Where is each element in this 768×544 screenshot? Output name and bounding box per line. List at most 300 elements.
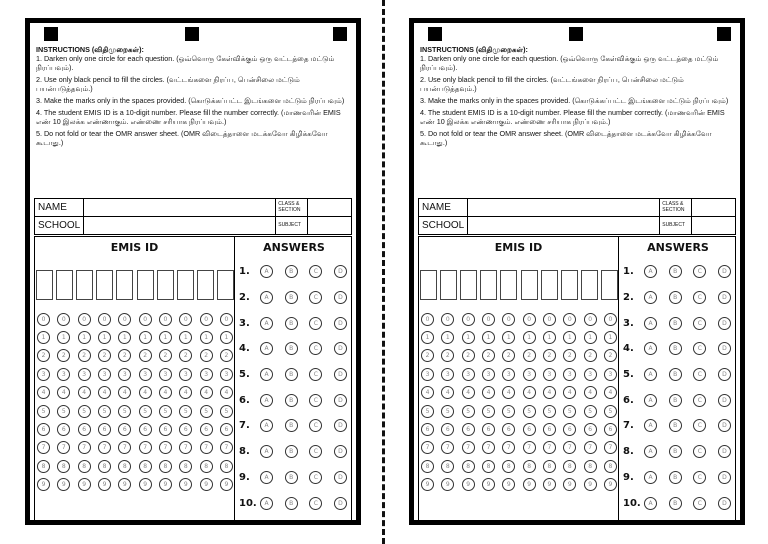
emis-bubble[interactable]: 0 [37, 313, 50, 326]
emis-bubble[interactable]: 9 [502, 478, 515, 491]
emis-bubble[interactable]: 6 [118, 423, 131, 436]
emis-bubble[interactable]: 1 [220, 331, 233, 344]
emis-bubble[interactable]: 2 [502, 349, 515, 362]
emis-bubble[interactable]: 8 [584, 460, 597, 473]
emis-bubble[interactable]: 6 [441, 423, 454, 436]
emis-bubble[interactable]: 2 [200, 349, 213, 362]
answer-bubble[interactable]: B [285, 497, 298, 510]
emis-bubble[interactable]: 7 [523, 441, 536, 454]
school-field[interactable] [84, 217, 276, 235]
answer-bubble[interactable]: C [693, 291, 706, 304]
answer-bubble[interactable]: B [669, 265, 682, 278]
emis-bubble[interactable]: 7 [220, 441, 233, 454]
emis-bubble[interactable]: 5 [482, 405, 495, 418]
emis-bubble[interactable]: 9 [118, 478, 131, 491]
emis-digit-box[interactable] [36, 270, 53, 300]
emis-digit-box[interactable] [561, 270, 578, 300]
answer-bubble[interactable]: C [309, 497, 322, 510]
emis-bubble[interactable]: 5 [37, 405, 50, 418]
emis-bubble[interactable]: 5 [139, 405, 152, 418]
emis-bubble[interactable]: 8 [200, 460, 213, 473]
emis-bubble[interactable]: 3 [220, 368, 233, 381]
emis-bubble[interactable]: 3 [57, 368, 70, 381]
answer-bubble[interactable]: D [718, 368, 731, 381]
emis-bubble[interactable]: 4 [37, 386, 50, 399]
emis-bubble[interactable]: 6 [159, 423, 172, 436]
emis-bubble[interactable]: 4 [98, 386, 111, 399]
emis-bubble[interactable]: 3 [78, 368, 91, 381]
emis-bubble[interactable]: 8 [523, 460, 536, 473]
emis-digit-box[interactable] [521, 270, 538, 300]
emis-bubble[interactable]: 0 [421, 313, 434, 326]
answer-bubble[interactable]: A [644, 368, 657, 381]
emis-bubble[interactable]: 1 [502, 331, 515, 344]
answer-bubble[interactable]: C [309, 419, 322, 432]
emis-bubble[interactable]: 2 [98, 349, 111, 362]
emis-bubble[interactable]: 7 [37, 441, 50, 454]
emis-bubble[interactable]: 2 [78, 349, 91, 362]
emis-bubble[interactable]: 5 [462, 405, 475, 418]
emis-bubble[interactable]: 2 [179, 349, 192, 362]
emis-bubble[interactable]: 0 [441, 313, 454, 326]
emis-bubble[interactable]: 9 [37, 478, 50, 491]
emis-bubble[interactable]: 3 [563, 368, 576, 381]
emis-bubble[interactable]: 4 [179, 386, 192, 399]
emis-bubble[interactable]: 0 [220, 313, 233, 326]
emis-bubble[interactable]: 3 [482, 368, 495, 381]
emis-bubble[interactable]: 6 [57, 423, 70, 436]
emis-bubble[interactable]: 7 [139, 441, 152, 454]
answer-bubble[interactable]: B [285, 342, 298, 355]
emis-bubble[interactable]: 2 [57, 349, 70, 362]
emis-bubble[interactable]: 8 [98, 460, 111, 473]
answer-bubble[interactable]: A [260, 471, 273, 484]
answer-bubble[interactable]: A [644, 291, 657, 304]
answer-bubble[interactable]: A [260, 291, 273, 304]
emis-bubble[interactable]: 1 [139, 331, 152, 344]
emis-bubble[interactable]: 4 [604, 386, 617, 399]
emis-digit-box[interactable] [177, 270, 194, 300]
emis-bubble[interactable]: 5 [98, 405, 111, 418]
emis-bubble[interactable]: 6 [523, 423, 536, 436]
answer-bubble[interactable]: C [693, 317, 706, 330]
answer-bubble[interactable]: C [693, 394, 706, 407]
emis-bubble[interactable]: 1 [37, 331, 50, 344]
emis-bubble[interactable]: 9 [523, 478, 536, 491]
emis-bubble[interactable]: 7 [98, 441, 111, 454]
emis-bubble[interactable]: 8 [37, 460, 50, 473]
emis-bubble[interactable]: 0 [78, 313, 91, 326]
emis-bubble[interactable]: 4 [462, 386, 475, 399]
emis-bubble[interactable]: 9 [482, 478, 495, 491]
emis-bubble[interactable]: 3 [502, 368, 515, 381]
answer-bubble[interactable]: B [669, 497, 682, 510]
answer-bubble[interactable]: D [718, 394, 731, 407]
emis-digit-box[interactable] [76, 270, 93, 300]
emis-bubble[interactable]: 4 [441, 386, 454, 399]
emis-bubble[interactable]: 3 [179, 368, 192, 381]
emis-bubble[interactable]: 1 [584, 331, 597, 344]
emis-bubble[interactable]: 6 [220, 423, 233, 436]
emis-bubble[interactable]: 3 [543, 368, 556, 381]
emis-bubble[interactable]: 0 [543, 313, 556, 326]
emis-digit-box[interactable] [440, 270, 457, 300]
answer-bubble[interactable]: A [644, 342, 657, 355]
emis-bubble[interactable]: 1 [523, 331, 536, 344]
answer-bubble[interactable]: C [693, 342, 706, 355]
emis-bubble[interactable]: 6 [604, 423, 617, 436]
emis-bubble[interactable]: 4 [200, 386, 213, 399]
emis-bubble[interactable]: 7 [200, 441, 213, 454]
emis-bubble[interactable]: 7 [502, 441, 515, 454]
answer-bubble[interactable]: A [644, 317, 657, 330]
emis-bubble[interactable]: 7 [604, 441, 617, 454]
emis-bubble[interactable]: 9 [220, 478, 233, 491]
answer-bubble[interactable]: A [260, 394, 273, 407]
emis-bubble[interactable]: 1 [200, 331, 213, 344]
emis-digit-box[interactable] [56, 270, 73, 300]
emis-bubble[interactable]: 0 [462, 313, 475, 326]
emis-bubble[interactable]: 7 [179, 441, 192, 454]
answer-bubble[interactable]: C [693, 368, 706, 381]
emis-bubble[interactable]: 8 [139, 460, 152, 473]
emis-bubble[interactable]: 0 [563, 313, 576, 326]
emis-bubble[interactable]: 8 [462, 460, 475, 473]
answer-bubble[interactable]: A [644, 394, 657, 407]
emis-bubble[interactable]: 5 [523, 405, 536, 418]
emis-bubble[interactable]: 5 [159, 405, 172, 418]
emis-digit-box[interactable] [541, 270, 558, 300]
answer-bubble[interactable]: B [669, 342, 682, 355]
emis-bubble[interactable]: 3 [441, 368, 454, 381]
answer-bubble[interactable]: D [334, 317, 347, 330]
answer-bubble[interactable]: A [644, 265, 657, 278]
answer-bubble[interactable]: D [718, 317, 731, 330]
emis-bubble[interactable]: 9 [179, 478, 192, 491]
emis-bubble[interactable]: 2 [118, 349, 131, 362]
emis-bubble[interactable]: 5 [200, 405, 213, 418]
answer-bubble[interactable]: D [334, 419, 347, 432]
emis-bubble[interactable]: 2 [37, 349, 50, 362]
emis-bubble[interactable]: 3 [118, 368, 131, 381]
emis-bubble[interactable]: 7 [543, 441, 556, 454]
emis-bubble[interactable]: 6 [502, 423, 515, 436]
answer-bubble[interactable]: B [669, 317, 682, 330]
emis-bubble[interactable]: 0 [482, 313, 495, 326]
answer-bubble[interactable]: B [669, 368, 682, 381]
answer-bubble[interactable]: C [693, 265, 706, 278]
answer-bubble[interactable]: D [718, 419, 731, 432]
answer-bubble[interactable]: C [693, 445, 706, 458]
emis-bubble[interactable]: 2 [462, 349, 475, 362]
answer-bubble[interactable]: B [669, 445, 682, 458]
answer-bubble[interactable]: A [644, 419, 657, 432]
emis-bubble[interactable]: 7 [421, 441, 434, 454]
answer-bubble[interactable]: A [260, 342, 273, 355]
emis-bubble[interactable]: 8 [482, 460, 495, 473]
emis-bubble[interactable]: 6 [543, 423, 556, 436]
emis-bubble[interactable]: 4 [159, 386, 172, 399]
emis-bubble[interactable]: 5 [220, 405, 233, 418]
emis-bubble[interactable]: 6 [139, 423, 152, 436]
emis-bubble[interactable]: 2 [482, 349, 495, 362]
answer-bubble[interactable]: B [669, 291, 682, 304]
answer-bubble[interactable]: D [334, 342, 347, 355]
emis-bubble[interactable]: 5 [421, 405, 434, 418]
emis-bubble[interactable]: 4 [563, 386, 576, 399]
answer-bubble[interactable]: B [669, 471, 682, 484]
emis-bubble[interactable]: 0 [523, 313, 536, 326]
emis-bubble[interactable]: 2 [584, 349, 597, 362]
emis-bubble[interactable]: 2 [220, 349, 233, 362]
emis-bubble[interactable]: 2 [563, 349, 576, 362]
emis-bubble[interactable]: 6 [200, 423, 213, 436]
emis-bubble[interactable]: 4 [118, 386, 131, 399]
emis-bubble[interactable]: 0 [118, 313, 131, 326]
answer-bubble[interactable]: A [260, 265, 273, 278]
emis-bubble[interactable]: 4 [139, 386, 152, 399]
emis-digit-box[interactable] [217, 270, 234, 300]
emis-bubble[interactable]: 6 [37, 423, 50, 436]
emis-digit-box[interactable] [581, 270, 598, 300]
emis-bubble[interactable]: 6 [421, 423, 434, 436]
emis-bubble[interactable]: 1 [462, 331, 475, 344]
answer-bubble[interactable]: D [718, 497, 731, 510]
emis-bubble[interactable]: 1 [482, 331, 495, 344]
emis-bubble[interactable]: 2 [604, 349, 617, 362]
emis-bubble[interactable]: 3 [139, 368, 152, 381]
answer-bubble[interactable]: D [334, 291, 347, 304]
emis-bubble[interactable]: 4 [584, 386, 597, 399]
answer-bubble[interactable]: A [260, 445, 273, 458]
emis-bubble[interactable]: 3 [462, 368, 475, 381]
answer-bubble[interactable]: D [334, 265, 347, 278]
answer-bubble[interactable]: A [644, 445, 657, 458]
emis-bubble[interactable]: 7 [57, 441, 70, 454]
emis-digit-box[interactable] [480, 270, 497, 300]
emis-bubble[interactable]: 1 [159, 331, 172, 344]
emis-bubble[interactable]: 1 [78, 331, 91, 344]
answer-bubble[interactable]: D [718, 291, 731, 304]
answer-bubble[interactable]: C [309, 291, 322, 304]
emis-bubble[interactable]: 3 [523, 368, 536, 381]
answer-bubble[interactable]: C [309, 265, 322, 278]
emis-bubble[interactable]: 3 [159, 368, 172, 381]
answer-bubble[interactable]: C [309, 368, 322, 381]
class-section-field[interactable] [308, 199, 352, 217]
emis-bubble[interactable]: 0 [200, 313, 213, 326]
name-field[interactable] [84, 199, 276, 217]
answer-bubble[interactable]: C [693, 471, 706, 484]
emis-bubble[interactable]: 1 [118, 331, 131, 344]
emis-bubble[interactable]: 0 [57, 313, 70, 326]
emis-bubble[interactable]: 8 [502, 460, 515, 473]
emis-bubble[interactable]: 6 [179, 423, 192, 436]
answer-bubble[interactable]: C [693, 419, 706, 432]
answer-bubble[interactable]: D [718, 265, 731, 278]
emis-bubble[interactable]: 3 [421, 368, 434, 381]
emis-bubble[interactable]: 2 [159, 349, 172, 362]
emis-bubble[interactable]: 9 [421, 478, 434, 491]
emis-bubble[interactable]: 7 [159, 441, 172, 454]
emis-digit-box[interactable] [500, 270, 517, 300]
answer-bubble[interactable]: D [334, 445, 347, 458]
answer-bubble[interactable]: B [285, 317, 298, 330]
emis-digit-box[interactable] [197, 270, 214, 300]
emis-bubble[interactable]: 9 [462, 478, 475, 491]
emis-bubble[interactable]: 5 [563, 405, 576, 418]
emis-bubble[interactable]: 6 [98, 423, 111, 436]
emis-bubble[interactable]: 1 [179, 331, 192, 344]
emis-bubble[interactable]: 8 [220, 460, 233, 473]
emis-bubble[interactable]: 7 [482, 441, 495, 454]
emis-bubble[interactable]: 1 [57, 331, 70, 344]
emis-bubble[interactable]: 0 [139, 313, 152, 326]
answer-bubble[interactable]: B [285, 419, 298, 432]
emis-bubble[interactable]: 9 [563, 478, 576, 491]
emis-bubble[interactable]: 0 [159, 313, 172, 326]
answer-bubble[interactable]: B [285, 394, 298, 407]
emis-bubble[interactable]: 4 [523, 386, 536, 399]
emis-digit-box[interactable] [157, 270, 174, 300]
emis-bubble[interactable]: 1 [604, 331, 617, 344]
emis-bubble[interactable]: 8 [543, 460, 556, 473]
emis-bubble[interactable]: 0 [502, 313, 515, 326]
emis-bubble[interactable]: 9 [543, 478, 556, 491]
answer-bubble[interactable]: C [693, 497, 706, 510]
emis-bubble[interactable]: 1 [543, 331, 556, 344]
emis-bubble[interactable]: 0 [604, 313, 617, 326]
emis-bubble[interactable]: 5 [57, 405, 70, 418]
emis-bubble[interactable]: 0 [179, 313, 192, 326]
answer-bubble[interactable]: A [644, 471, 657, 484]
emis-bubble[interactable]: 5 [543, 405, 556, 418]
emis-bubble[interactable]: 8 [604, 460, 617, 473]
answer-bubble[interactable]: D [334, 394, 347, 407]
emis-bubble[interactable]: 9 [200, 478, 213, 491]
emis-bubble[interactable]: 8 [179, 460, 192, 473]
answer-bubble[interactable]: C [309, 471, 322, 484]
answer-bubble[interactable]: C [309, 445, 322, 458]
emis-bubble[interactable]: 5 [78, 405, 91, 418]
answer-bubble[interactable]: D [718, 471, 731, 484]
emis-bubble[interactable]: 4 [57, 386, 70, 399]
emis-bubble[interactable]: 5 [179, 405, 192, 418]
emis-bubble[interactable]: 5 [118, 405, 131, 418]
emis-bubble[interactable]: 1 [563, 331, 576, 344]
emis-bubble[interactable]: 4 [543, 386, 556, 399]
class-section-field[interactable] [692, 199, 736, 217]
answer-bubble[interactable]: A [260, 368, 273, 381]
answer-bubble[interactable]: A [644, 497, 657, 510]
emis-bubble[interactable]: 9 [78, 478, 91, 491]
emis-digit-box[interactable] [601, 270, 618, 300]
emis-bubble[interactable]: 6 [482, 423, 495, 436]
answer-bubble[interactable]: B [285, 265, 298, 278]
emis-bubble[interactable]: 6 [78, 423, 91, 436]
emis-bubble[interactable]: 3 [200, 368, 213, 381]
emis-bubble[interactable]: 8 [57, 460, 70, 473]
emis-bubble[interactable]: 7 [441, 441, 454, 454]
emis-bubble[interactable]: 7 [78, 441, 91, 454]
emis-bubble[interactable]: 4 [482, 386, 495, 399]
answer-bubble[interactable]: D [334, 497, 347, 510]
answer-bubble[interactable]: D [718, 445, 731, 458]
emis-bubble[interactable]: 3 [98, 368, 111, 381]
emis-bubble[interactable]: 9 [98, 478, 111, 491]
emis-digit-box[interactable] [460, 270, 477, 300]
name-field[interactable] [468, 199, 660, 217]
emis-bubble[interactable]: 3 [37, 368, 50, 381]
emis-bubble[interactable]: 9 [604, 478, 617, 491]
emis-bubble[interactable]: 7 [563, 441, 576, 454]
emis-bubble[interactable]: 9 [441, 478, 454, 491]
answer-bubble[interactable]: D [334, 471, 347, 484]
emis-bubble[interactable]: 4 [421, 386, 434, 399]
emis-bubble[interactable]: 1 [421, 331, 434, 344]
emis-digit-box[interactable] [137, 270, 154, 300]
emis-bubble[interactable]: 5 [604, 405, 617, 418]
emis-bubble[interactable]: 5 [441, 405, 454, 418]
emis-bubble[interactable]: 2 [139, 349, 152, 362]
emis-digit-box[interactable] [96, 270, 113, 300]
emis-bubble[interactable]: 4 [220, 386, 233, 399]
emis-bubble[interactable]: 8 [78, 460, 91, 473]
answer-bubble[interactable]: C [309, 342, 322, 355]
answer-bubble[interactable]: D [718, 342, 731, 355]
emis-bubble[interactable]: 5 [584, 405, 597, 418]
emis-bubble[interactable]: 3 [584, 368, 597, 381]
emis-bubble[interactable]: 9 [139, 478, 152, 491]
emis-bubble[interactable]: 7 [462, 441, 475, 454]
emis-bubble[interactable]: 7 [118, 441, 131, 454]
answer-bubble[interactable]: B [669, 419, 682, 432]
answer-bubble[interactable]: A [260, 497, 273, 510]
answer-bubble[interactable]: B [285, 445, 298, 458]
emis-bubble[interactable]: 8 [118, 460, 131, 473]
emis-bubble[interactable]: 2 [523, 349, 536, 362]
emis-bubble[interactable]: 1 [98, 331, 111, 344]
answer-bubble[interactable]: D [334, 368, 347, 381]
emis-bubble[interactable]: 2 [441, 349, 454, 362]
emis-bubble[interactable]: 0 [98, 313, 111, 326]
emis-digit-box[interactable] [420, 270, 437, 300]
answer-bubble[interactable]: B [285, 368, 298, 381]
emis-bubble[interactable]: 6 [462, 423, 475, 436]
answer-bubble[interactable]: B [285, 291, 298, 304]
emis-bubble[interactable]: 4 [502, 386, 515, 399]
answer-bubble[interactable]: A [260, 317, 273, 330]
school-field[interactable] [468, 217, 660, 235]
emis-bubble[interactable]: 6 [563, 423, 576, 436]
emis-bubble[interactable]: 8 [159, 460, 172, 473]
emis-bubble[interactable]: 4 [78, 386, 91, 399]
subject-field[interactable] [692, 217, 736, 235]
emis-bubble[interactable]: 2 [421, 349, 434, 362]
answer-bubble[interactable]: A [260, 419, 273, 432]
subject-field[interactable] [308, 217, 352, 235]
emis-digit-box[interactable] [116, 270, 133, 300]
emis-bubble[interactable]: 3 [604, 368, 617, 381]
emis-bubble[interactable]: 9 [57, 478, 70, 491]
answer-bubble[interactable]: B [285, 471, 298, 484]
answer-bubble[interactable]: C [309, 394, 322, 407]
emis-bubble[interactable]: 1 [441, 331, 454, 344]
emis-bubble[interactable]: 8 [563, 460, 576, 473]
emis-bubble[interactable]: 8 [421, 460, 434, 473]
emis-bubble[interactable]: 8 [441, 460, 454, 473]
emis-bubble[interactable]: 0 [584, 313, 597, 326]
